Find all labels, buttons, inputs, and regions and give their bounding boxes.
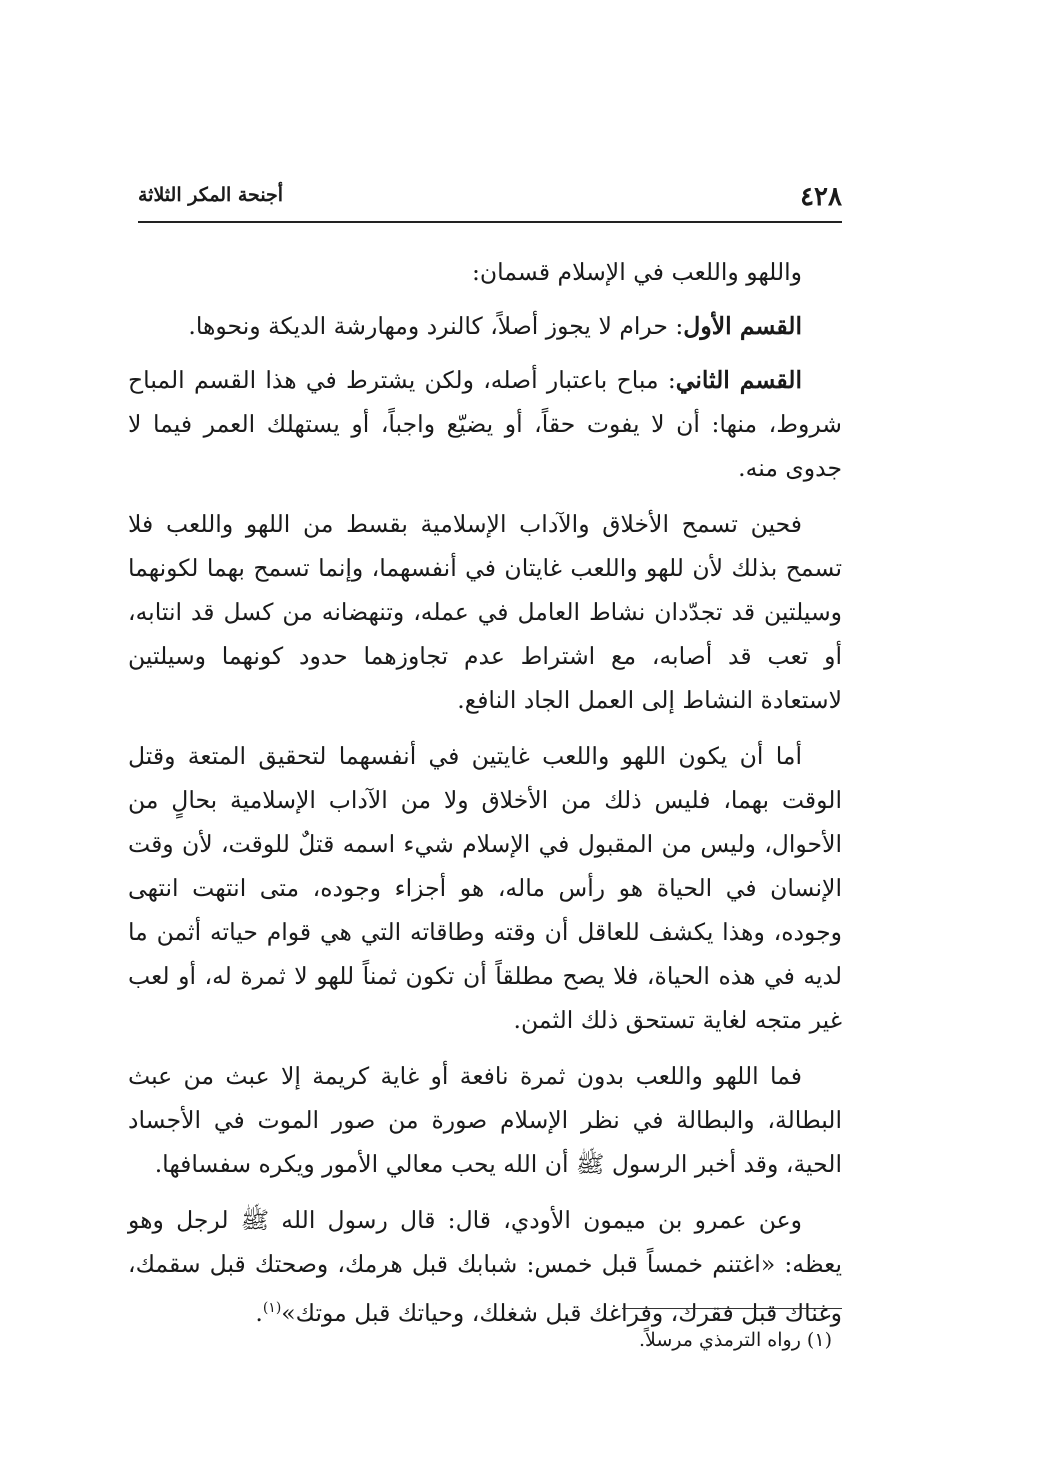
paragraph-hadith <box>128 1198 842 1335</box>
paragraph-first-section <box>128 304 842 348</box>
second-section-heading: القسم الثاني <box>675 366 802 394</box>
second-section-text: : مباح باعتبار أصله، ولكن يشترط في هذا القسم المباح شروط، منها: أن لا يفوت حقاً، أو يضيّع واجباً، أو يستهلك العمر فيما لا جدوى منه. <box>128 366 842 482</box>
page-number: ٤٢٨ <box>800 182 842 212</box>
running-title: أجنحة المكر الثلاثة <box>138 184 284 206</box>
hadith-end: . <box>255 1298 263 1327</box>
hadith-text: وعن عمرو بن ميمون الأودي، قال: قال رسول الله ﷺ لرجل وهو يعظه: «اغتنم خمساً قبل خمس: شبابك قبل هرمك، وصحتك قبل سقمك، وغناك قبل فقرك، وفراغك قبل شغلك، وحياتك قبل موتك» <box>128 1206 842 1327</box>
paragraph-idleness: فما اللهو واللعب بدون ثمرة نافعة أو غاية كريمة إلا عبث من عبث البطالة، والبطالة في نظر الإسلام صورة من صور الموت في الأجساد الحية، وقد أخبر الرسول ﷺ أن الله يحب معالي الأمور ويكره سفسافها. <box>128 1062 842 1178</box>
page-body <box>128 250 842 1347</box>
header-divider <box>138 221 842 223</box>
footnote: (١) رواه الترمذي مرسلاً. <box>638 1329 832 1351</box>
paragraph-second-section <box>128 358 842 490</box>
paragraph-killing-time: أما أن يكون اللهو واللعب غايتين في أنفسهما لتحقيق المتعة وقتل الوقت بهما، فليس ذلك من الأخلاق ولا من الآداب الإسلامية بحالٍ من الأحوال، وليس من المقبول في الإسلام شيء اسمه قتلٌ للوقت، لأن وقت الإنسان في الحياة هو رأس ماله، هو أجزاء وجوده، متى انتهت انتهى وجوده، وهذا يكشف للعاقل أن وقته وطاقاته التي هي قوام حياته أثمن ما لديه في هذه الحياة، فلا يصح مطلقاً أن تكون ثمناً للهو لا ثمرة له، أو لعب غير متجه لغاية تستحق ذلك الثمن. <box>128 742 842 1034</box>
paragraph-intro: واللهو واللعب في الإسلام قسمان: <box>471 258 802 286</box>
footnote-reference: (١) <box>262 1300 282 1316</box>
footnote-divider <box>622 1308 842 1309</box>
paragraph-permissible-play: فحين تسمح الأخلاق والآداب الإسلامية بقسط من اللهو واللعب فلا تسمح بذلك لأن للهو واللعب غايتان في أنفسهما، وإنما تسمح بهما لكونهما وسيلتين قد تجدّدان نشاط العامل في عمله، وتنهضانه من كسل قد انتابه، أو تعب قد أصابه، مع اشتراط عدم تجاوزهما حدود كونهما وسيلتين لاستعادة النشاط إلى العمل الجاد النافع. <box>128 510 842 714</box>
first-section-text: : حرام لا يجوز أصلاً، كالنرد ومهارشة الديكة ونحوها. <box>188 312 684 340</box>
first-section-heading: القسم الأول <box>683 312 802 340</box>
page-header <box>138 178 842 218</box>
